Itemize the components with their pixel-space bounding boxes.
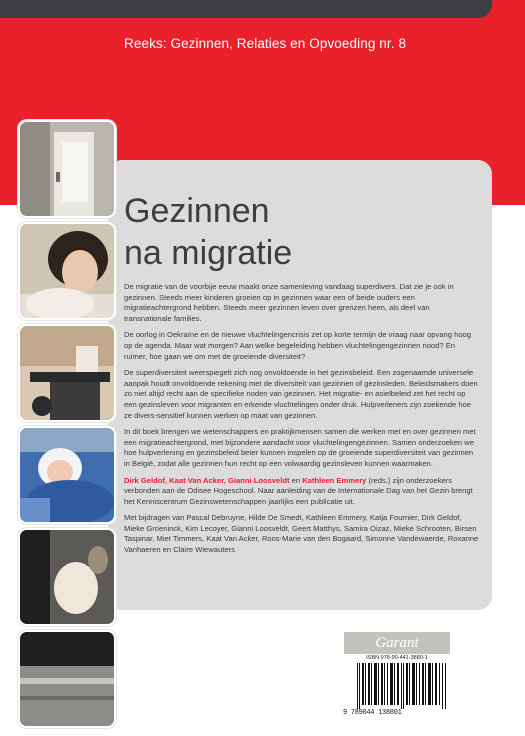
book-title (124, 190, 292, 274)
photo-blanket (18, 528, 116, 626)
back-cover-text (124, 282, 479, 562)
title-line-2: na migratie (124, 234, 293, 272)
photo-child-in-snowsuit (18, 426, 116, 524)
paragraph-book: In dit boek brengen we wetenschappers en praktijkmensen samen die werken met en over gezinnen met een migratieachtergrond, met bijzondere aandacht voor vluchtelingengezinnen. Samen onderzoeken we hoe hulpverlening en gezinsbeleid beter kunnen inspelen op de groeiende superdiversiteit van gezinnen in België, zodat alle gezinnen hun recht op een volwaardig gezinsleven kunnen waarmaken. (124, 427, 476, 468)
isbn-text: ISBN 978-90-441-3880-1 (366, 655, 428, 661)
editor-names: Dirk Geldof, Kaat Van Acker, Gianni Loosveldt (124, 475, 290, 485)
photo-woman-face (18, 222, 116, 320)
barcode-icon (356, 663, 448, 709)
title-line-1: Gezinnen (124, 192, 270, 230)
paragraph-contributors: Met bijdragen van Pascal Debruyne, Hilde De Smedt, Kathleen Emmery, Katja Fournier, Dirk Geldof, Mieke Groeninck, Kim Lecoyer, Gianni Loosveldt, Geert Matthys, Samira Oizaz, Mieke Schrooten, Birsen Taspinar, Miet Timmers, Kaat Van Acker, Roos-Marie van den Bogaard, Simonne Vandewaerde, Roxanne Vanhaeren en Claire Wiewauters (124, 513, 479, 555)
photo-doorway (18, 120, 116, 218)
paragraph-editors (124, 476, 479, 508)
editor-name-last: Kathleen Emmery (302, 475, 367, 485)
editors-and: en (289, 475, 303, 485)
series-title: Reeks: Gezinnen, Relaties en Opvoeding nr. 8 (124, 36, 407, 51)
publisher-logo: Garant (344, 632, 450, 654)
barcode-number: 9 789044 138801 (343, 709, 402, 717)
paragraph-policy: De superdiversiteit weerspiegelt zich nog onvoldoende in het gezinsbeleid. Een zogenaamde universele aanpak houdt onvoldoende rekening met de diversiteit van gezinnen of gezinsleden. Beleidsmakers doen zo niet altijd recht aan de specifieke noden van gezinnen. Het migratie- en asielbeleid zet het recht op een gezinsleven voor migranten en erkende vluchtelingen onder druk. Hulpverleners zijn zoekende hoe ze divers-sensitief kunnen werken op maat van gezinnen. (124, 368, 478, 420)
paragraph-intro: De migratie van de voorbije eeuw maakt onze samenleving vandaag superdivers. Dat zie je ook in gezinnen. Steeds meer kinderen groeien op in gezinnen waar een of beide ouders een migratieachtergrond hebben. Steeds meer gezinnen leven over grenzen heen, als deel van transnationale families. (124, 282, 454, 323)
photo-wet-street (18, 630, 116, 728)
editors-description: (reds.) zijn onderzoekers verbonden aan de Odisee Hogeschool. Naar aanleiding van de Internationale Dag van het Gezin brengt het Kenniscentrum Gezinswetenschappen jaarlijks een publicatie uit. (124, 475, 473, 506)
photo-stroller (18, 324, 116, 422)
paragraph-war: De oorlog in Oekraïne en de nieuwe vluchtelingencrisis zet op korte termijn de vraag naar opvang hoog op de agenda. Maar wat morgen? Aan welke begeleiding hebben vluchtelingengezinnen nood? En ruimer, hoe gaan we om met de groeiende diversiteit? (124, 330, 471, 361)
dark-top-strip (0, 0, 492, 18)
